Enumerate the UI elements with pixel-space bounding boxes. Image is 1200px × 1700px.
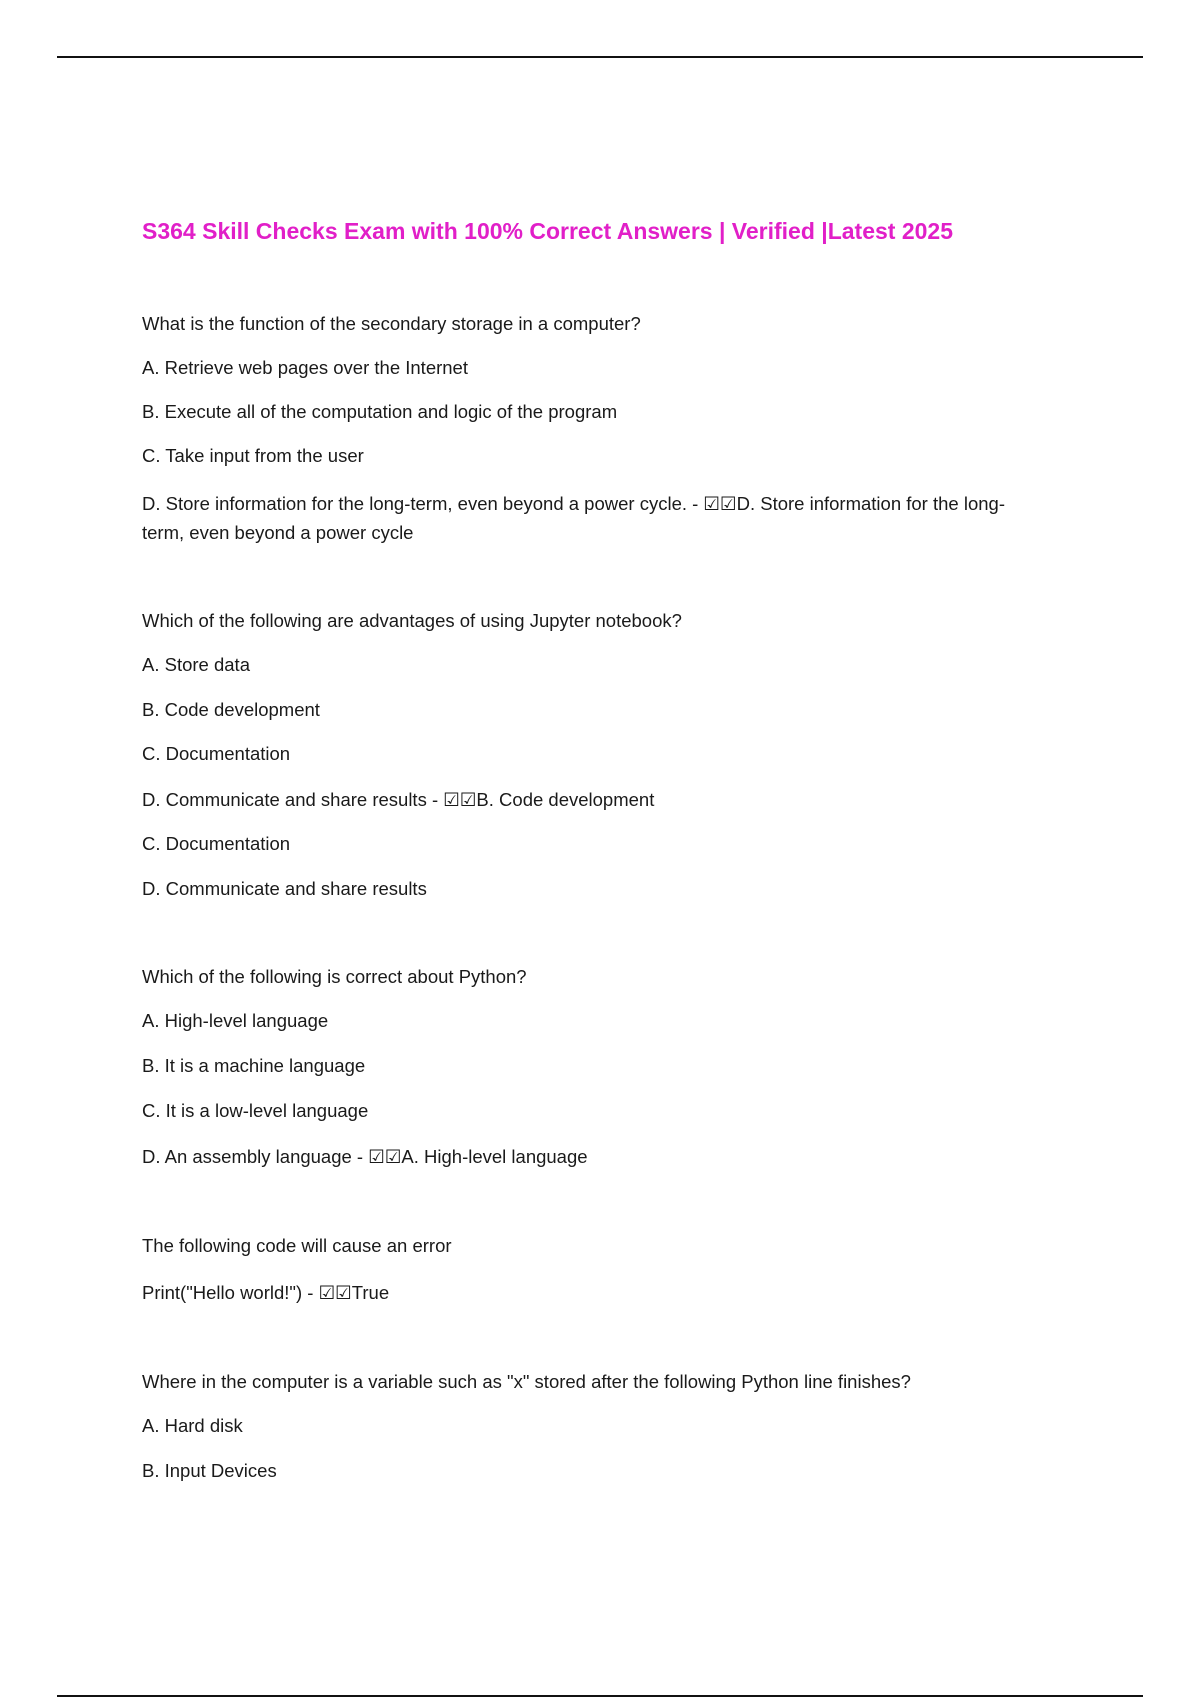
question-1-option-d-answer: D. Store information for the long-term, even beyond a power cycle. - ☑☑D. Store information for the long-term, even beyond a power cycle xyxy=(142,493,1005,543)
question-5-text: Where in the computer is a variable such as "x" stored after the following Python line finishes? xyxy=(142,1371,911,1392)
question-2-option-a: A. Store data xyxy=(142,654,250,675)
footer-rule xyxy=(57,1695,1143,1697)
question-2-option-d-answer: D. Communicate and share results - ☑☑B. Code development xyxy=(142,789,655,810)
question-2-text: Which of the following are advantages of using Jupyter notebook? xyxy=(142,610,682,631)
question-5-option-a: A. Hard disk xyxy=(142,1415,243,1436)
question-4-text: The following code will cause an error xyxy=(142,1235,452,1256)
question-3-text: Which of the following is correct about Python? xyxy=(142,966,527,987)
question-3-option-b: B. It is a machine language xyxy=(142,1055,366,1076)
question-2-answer-line-2: C. Documentation xyxy=(142,833,291,854)
question-3-option-a: A. High-level language xyxy=(142,1010,329,1031)
question-2-option-c: C. Documentation xyxy=(142,743,291,764)
question-5-option-b: B. Input Devices xyxy=(142,1460,277,1481)
question-3-option-d-answer: D. An assembly language - ☑☑A. High-level language xyxy=(142,1146,588,1167)
question-1-text: What is the function of the secondary storage in a computer? xyxy=(142,313,641,334)
question-1-option-a: A. Retrieve web pages over the Internet xyxy=(142,357,468,378)
question-4-code-answer: Print("Hello world!") - ☑☑True xyxy=(142,1282,390,1303)
question-1-option-b: B. Execute all of the computation and logic of the program xyxy=(142,401,618,422)
question-2-option-b: B. Code development xyxy=(142,699,320,720)
question-2-answer-line-3: D. Communicate and share results xyxy=(142,878,427,899)
document-title: S364 Skill Checks Exam with 100% Correct Answers | Verified |Latest 2025 xyxy=(142,218,954,244)
question-3-option-c: C. It is a low-level language xyxy=(142,1100,369,1121)
header-rule xyxy=(57,56,1143,58)
question-1-option-c: C. Take input from the user xyxy=(142,445,364,466)
